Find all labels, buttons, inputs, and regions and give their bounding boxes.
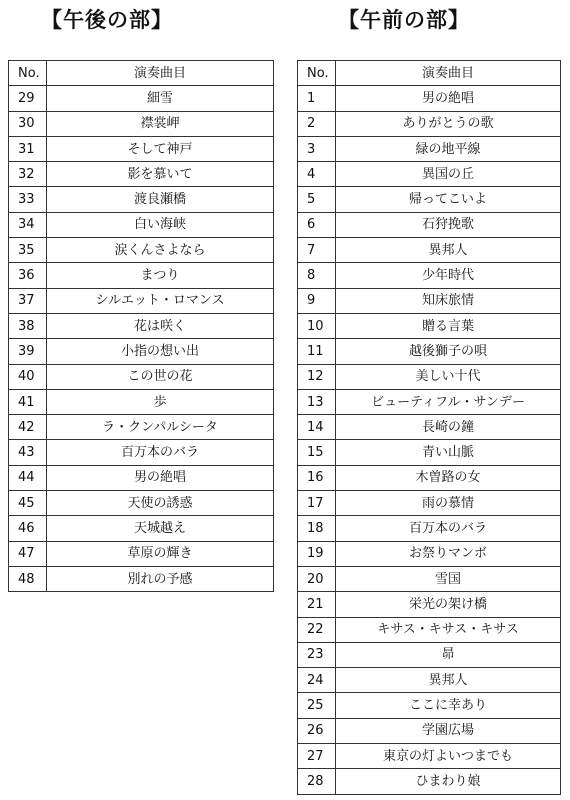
table-row <box>298 668 561 693</box>
song-number: 48 <box>9 566 47 591</box>
song-number: 29 <box>9 86 47 111</box>
song-title: 百万本のバラ <box>47 440 274 465</box>
song-title: 異国の丘 <box>336 162 561 187</box>
table-row <box>298 718 561 743</box>
table-row <box>298 744 561 769</box>
song-number: 45 <box>9 491 47 516</box>
song-title: お祭りマンボ <box>336 541 561 566</box>
song-number: 21 <box>298 592 336 617</box>
song-number: 2 <box>298 111 336 136</box>
table-row <box>298 415 561 440</box>
table-row <box>9 339 274 364</box>
table-row <box>298 592 561 617</box>
table-row <box>298 187 561 212</box>
song-number: 17 <box>298 491 336 516</box>
song-title: 昴 <box>336 642 561 667</box>
song-number: 9 <box>298 288 336 313</box>
table-row <box>9 212 274 237</box>
table-row <box>298 136 561 161</box>
table-row <box>298 693 561 718</box>
table-row <box>298 111 561 136</box>
song-number: 20 <box>298 566 336 591</box>
table-row <box>9 111 274 136</box>
song-title: 石狩挽歌 <box>336 212 561 237</box>
song-title: キサス・キサス・キサス <box>336 617 561 642</box>
song-number: 26 <box>298 718 336 743</box>
song-number: 36 <box>9 263 47 288</box>
song-number: 37 <box>9 288 47 313</box>
song-title: シルエット・ロマンス <box>47 288 274 313</box>
table-row <box>298 389 561 414</box>
song-number: 25 <box>298 693 336 718</box>
song-title: 知床旅情 <box>336 288 561 313</box>
song-number: 32 <box>9 162 47 187</box>
song-number: 24 <box>298 668 336 693</box>
song-title: ここに幸あり <box>336 693 561 718</box>
table-row <box>9 263 274 288</box>
song-title: 天使の誘惑 <box>47 491 274 516</box>
table-row <box>298 263 561 288</box>
table-row <box>298 440 561 465</box>
song-number: 10 <box>298 313 336 338</box>
table-row <box>298 313 561 338</box>
afternoon-section-title: 【午後の部】 <box>41 8 173 32</box>
song-title: 異邦人 <box>336 238 561 263</box>
song-title: 小指の想い出 <box>47 339 274 364</box>
table-row <box>9 313 274 338</box>
song-title: 贈る言葉 <box>336 313 561 338</box>
table-row <box>298 364 561 389</box>
table-row <box>298 288 561 313</box>
table-row <box>9 238 274 263</box>
song-title: ありがとうの歌 <box>336 111 561 136</box>
song-number: 13 <box>298 389 336 414</box>
song-title: 異邦人 <box>336 668 561 693</box>
song-title: 木曽路の女 <box>336 465 561 490</box>
song-number: 1 <box>298 86 336 111</box>
table-row <box>9 465 274 490</box>
song-number: 7 <box>298 238 336 263</box>
song-title: 襟裳岬 <box>47 111 274 136</box>
song-number: 5 <box>298 187 336 212</box>
no-column-header: No. <box>9 61 47 86</box>
song-title: 渡良瀬橋 <box>47 187 274 212</box>
song-number: 33 <box>9 187 47 212</box>
table-header-row <box>298 61 561 86</box>
song-title: まつり <box>47 263 274 288</box>
morning-section-title: 【午前の部】 <box>338 8 470 32</box>
song-title-column-header: 演奏曲目 <box>47 61 274 86</box>
table-row <box>298 212 561 237</box>
song-title: ひまわり娘 <box>336 769 561 794</box>
table-row <box>298 339 561 364</box>
table-row <box>298 769 561 794</box>
song-number: 14 <box>298 415 336 440</box>
song-number: 38 <box>9 313 47 338</box>
table-header-row <box>9 61 274 86</box>
song-title-column-header: 演奏曲目 <box>336 61 561 86</box>
song-number: 12 <box>298 364 336 389</box>
table-row <box>9 364 274 389</box>
song-number: 34 <box>9 212 47 237</box>
song-number: 46 <box>9 516 47 541</box>
song-number: 6 <box>298 212 336 237</box>
song-number: 19 <box>298 541 336 566</box>
song-number: 18 <box>298 516 336 541</box>
song-number: 11 <box>298 339 336 364</box>
table-row <box>9 541 274 566</box>
song-number: 44 <box>9 465 47 490</box>
table-row <box>298 617 561 642</box>
song-title: 少年時代 <box>336 263 561 288</box>
song-title: 白い海峡 <box>47 212 274 237</box>
song-number: 47 <box>9 541 47 566</box>
song-title: そして神戸 <box>47 136 274 161</box>
song-number: 27 <box>298 744 336 769</box>
song-number: 39 <box>9 339 47 364</box>
song-number: 30 <box>9 111 47 136</box>
table-row <box>298 162 561 187</box>
song-title: 百万本のバラ <box>336 516 561 541</box>
song-number: 3 <box>298 136 336 161</box>
song-title: 青い山脈 <box>336 440 561 465</box>
song-number: 22 <box>298 617 336 642</box>
song-title: 美しい十代 <box>336 364 561 389</box>
table-row <box>298 541 561 566</box>
table-row <box>9 516 274 541</box>
song-title: 草原の輝き <box>47 541 274 566</box>
table-row <box>9 288 274 313</box>
song-number: 41 <box>9 389 47 414</box>
song-number: 31 <box>9 136 47 161</box>
song-title: 歩 <box>47 389 274 414</box>
song-title: 男の絶唱 <box>47 465 274 490</box>
table-row <box>9 491 274 516</box>
song-title: 花は咲く <box>47 313 274 338</box>
table-row <box>298 516 561 541</box>
song-title: 長崎の鐘 <box>336 415 561 440</box>
song-title: 影を慕いて <box>47 162 274 187</box>
song-title: 緑の地平線 <box>336 136 561 161</box>
afternoon-song-table <box>8 60 274 592</box>
table-row <box>9 136 274 161</box>
song-title: ビューティフル・サンデー <box>336 389 561 414</box>
table-row <box>9 162 274 187</box>
table-row <box>298 238 561 263</box>
table-row <box>298 566 561 591</box>
song-number: 4 <box>298 162 336 187</box>
table-row <box>9 389 274 414</box>
table-row <box>9 440 274 465</box>
song-title: 別れの予感 <box>47 566 274 591</box>
song-number: 8 <box>298 263 336 288</box>
table-row <box>9 566 274 591</box>
table-row <box>298 642 561 667</box>
song-title: 細雪 <box>47 86 274 111</box>
song-number: 23 <box>298 642 336 667</box>
table-row <box>298 86 561 111</box>
song-title: ラ・クンパルシータ <box>47 415 274 440</box>
song-title: 越後獅子の唄 <box>336 339 561 364</box>
table-row <box>9 187 274 212</box>
table-row <box>298 491 561 516</box>
song-number: 40 <box>9 364 47 389</box>
song-title: 栄光の架け橋 <box>336 592 561 617</box>
song-number: 43 <box>9 440 47 465</box>
table-row <box>9 86 274 111</box>
no-column-header: No. <box>298 61 336 86</box>
song-title: 帰ってこいよ <box>336 187 561 212</box>
song-number: 28 <box>298 769 336 794</box>
song-title: 雨の慕情 <box>336 491 561 516</box>
song-number: 16 <box>298 465 336 490</box>
song-number: 15 <box>298 440 336 465</box>
table-row <box>298 465 561 490</box>
song-title: 東京の灯よいつまでも <box>336 744 561 769</box>
song-title: 涙くんさよなら <box>47 238 274 263</box>
song-number: 35 <box>9 238 47 263</box>
song-title: 学園広場 <box>336 718 561 743</box>
song-title: 天城越え <box>47 516 274 541</box>
morning-song-table <box>297 60 561 795</box>
song-title: 雪国 <box>336 566 561 591</box>
song-number: 42 <box>9 415 47 440</box>
table-row <box>9 415 274 440</box>
song-title: この世の花 <box>47 364 274 389</box>
song-title: 男の絶唱 <box>336 86 561 111</box>
